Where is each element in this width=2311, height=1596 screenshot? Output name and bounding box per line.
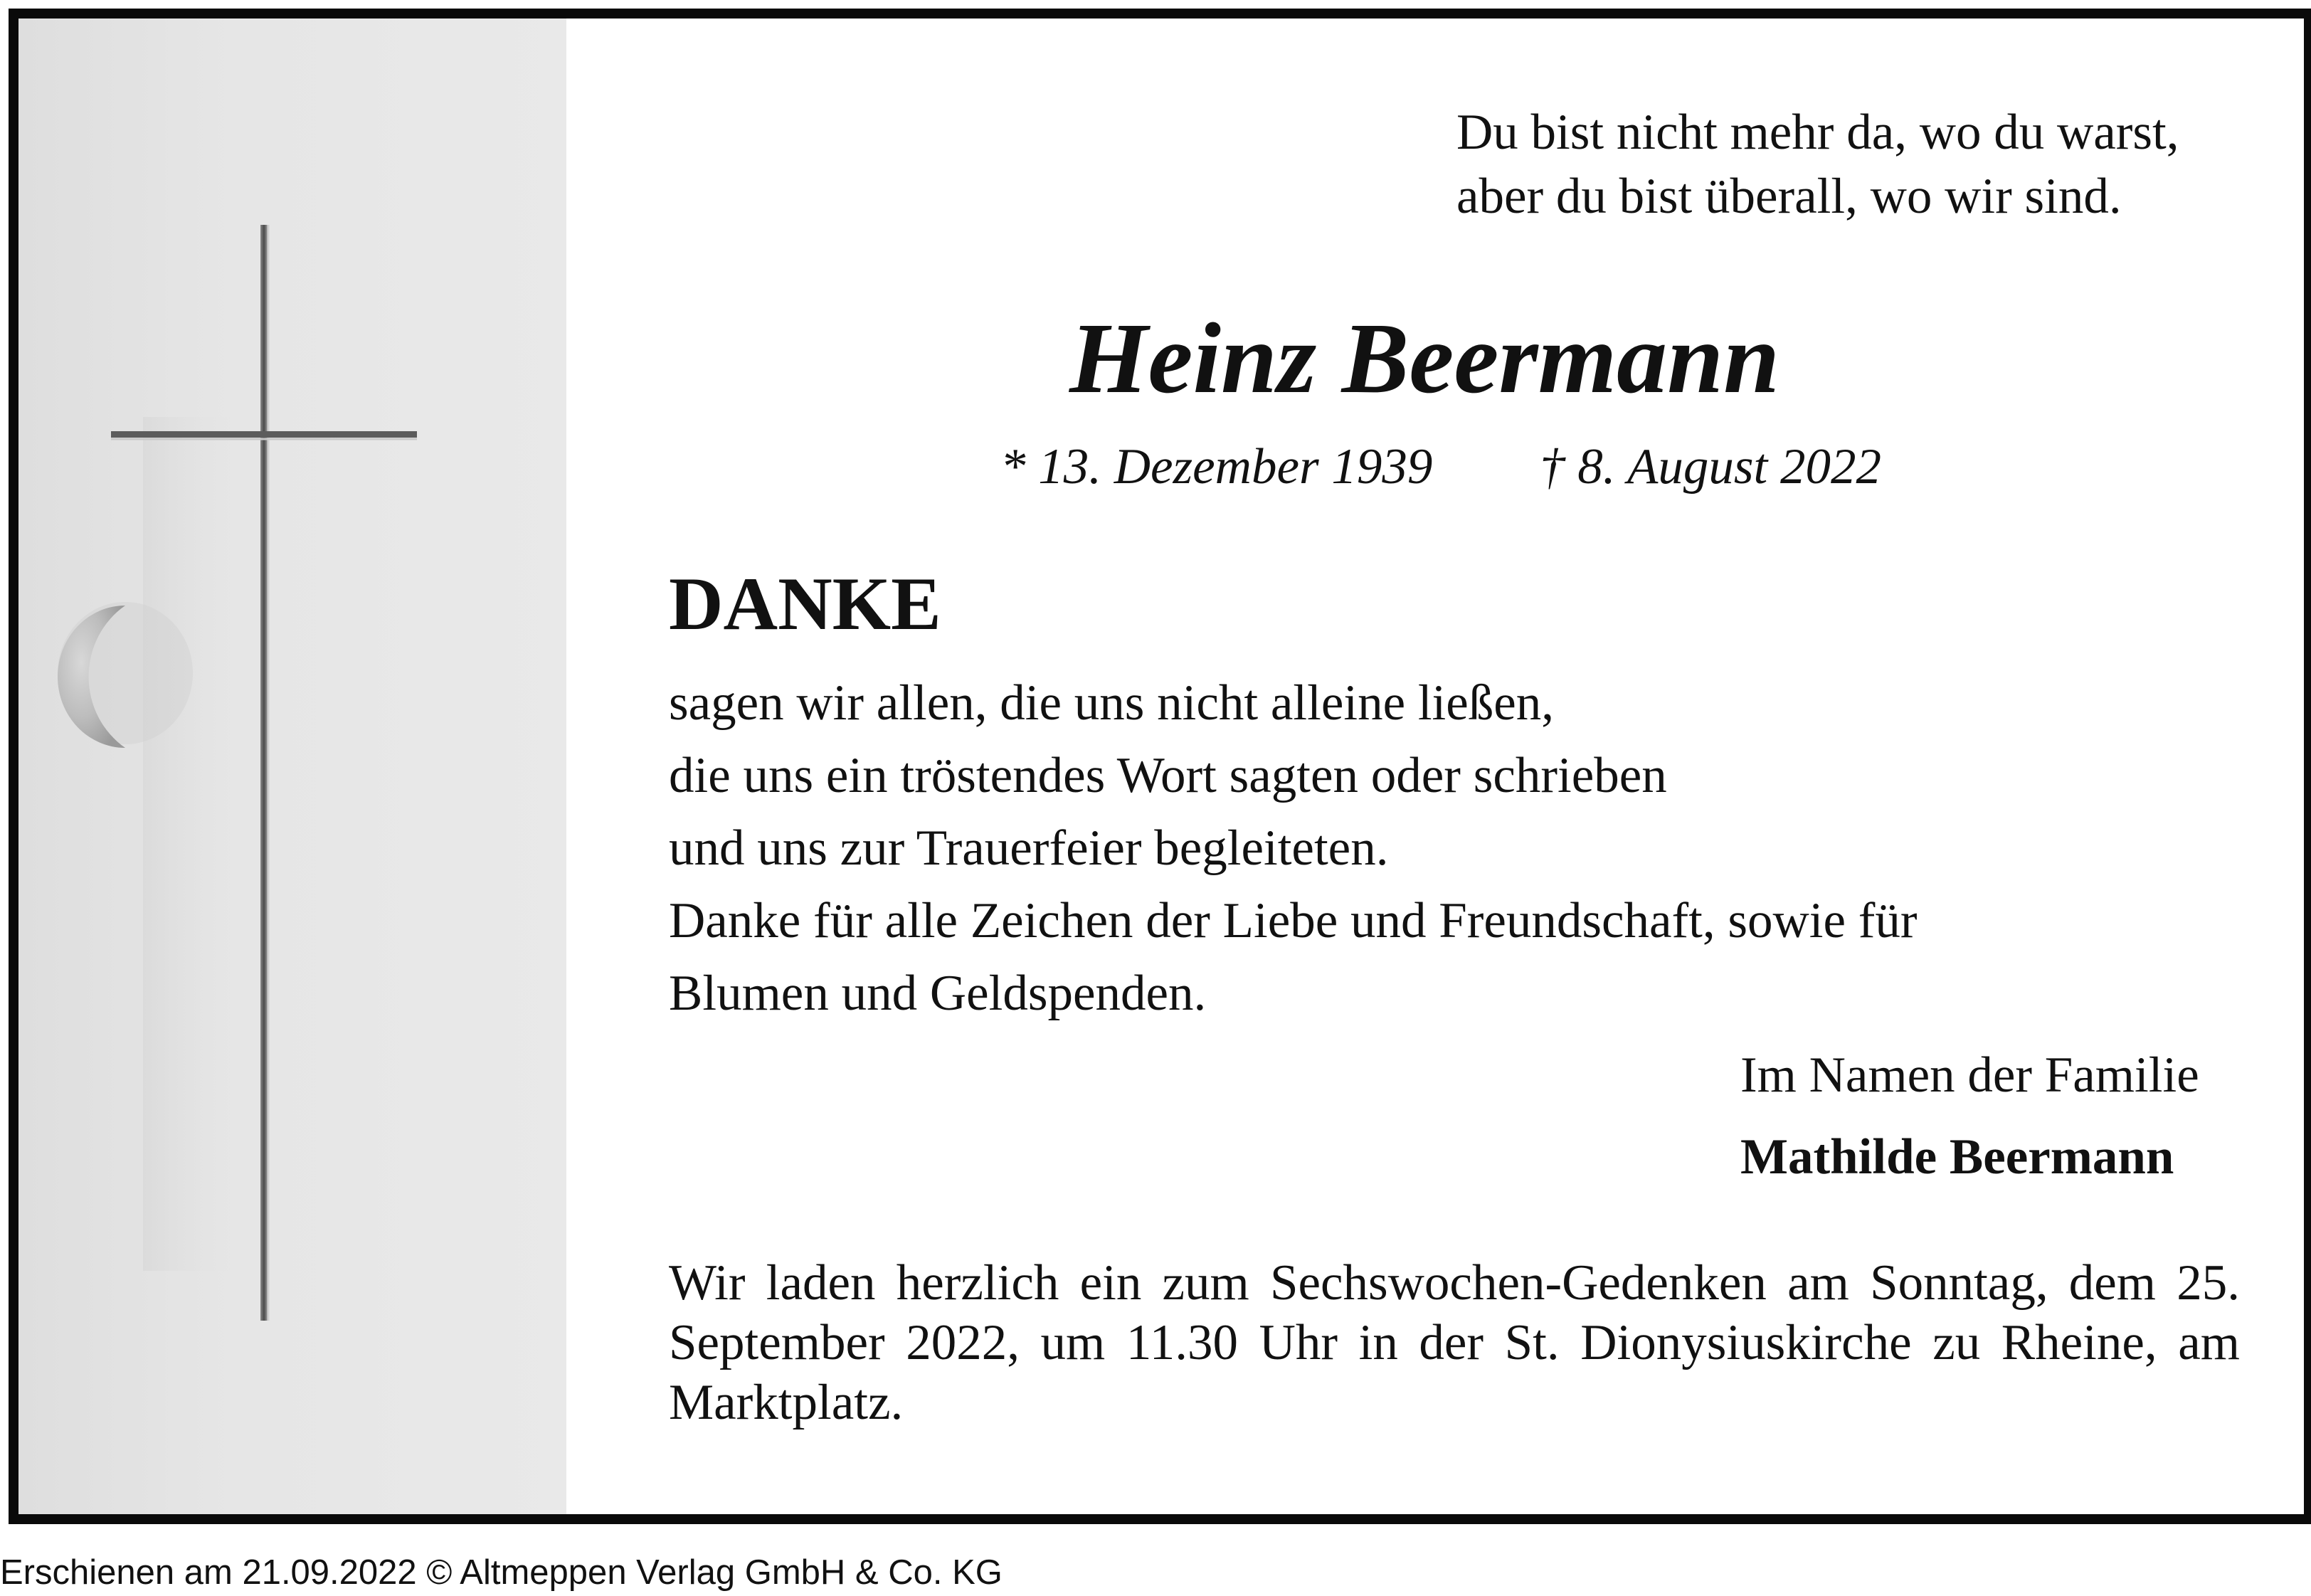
memorial-invitation: Wir laden herzlich ein zum Sechswochen-Gedenken am Sonntag, dem 25. September 2022, um 11.30 Uhr in der St. Dionysiuskirche zu Rheine, am Marktplatz. <box>669 1255 2240 1430</box>
cross-photo-panel <box>18 19 566 1514</box>
signoff-intro: Im Namen der Familie <box>1740 1047 2199 1103</box>
body-line: sagen wir allen, die uns nicht alleine ließen, <box>669 675 1555 731</box>
body-line: und uns zur Trauerfeier begleiteten. <box>669 820 1389 876</box>
birth-date: * 13. Dezember 1939 <box>1000 439 1433 495</box>
body-line: Blumen und Geldspenden. <box>669 966 1207 1021</box>
signoff-name: Mathilde Beermann <box>1740 1129 2174 1185</box>
body-line: die uns ein tröstendes Wort sagten oder schrieben <box>669 748 1667 803</box>
obituary-notice <box>9 9 2311 1524</box>
motto-line-1: Du bist nicht mehr da, wo du warst, <box>1456 105 2179 160</box>
death-date: † 8. August 2022 <box>1540 439 1881 495</box>
body-line: Danke für alle Zeichen der Liebe und Freundschaft, sowie für <box>669 893 1918 948</box>
cross-icon <box>18 19 566 1514</box>
motto-line-2: aber du bist überall, wo wir sind. <box>1456 169 2122 224</box>
publication-footer: Erschienen am 21.09.2022 © Altmeppen Verlag GmbH & Co. KG <box>0 1553 1003 1592</box>
thanks-heading: DANKE <box>669 562 941 645</box>
deceased-name: Heinz Beermann <box>1069 302 1780 414</box>
